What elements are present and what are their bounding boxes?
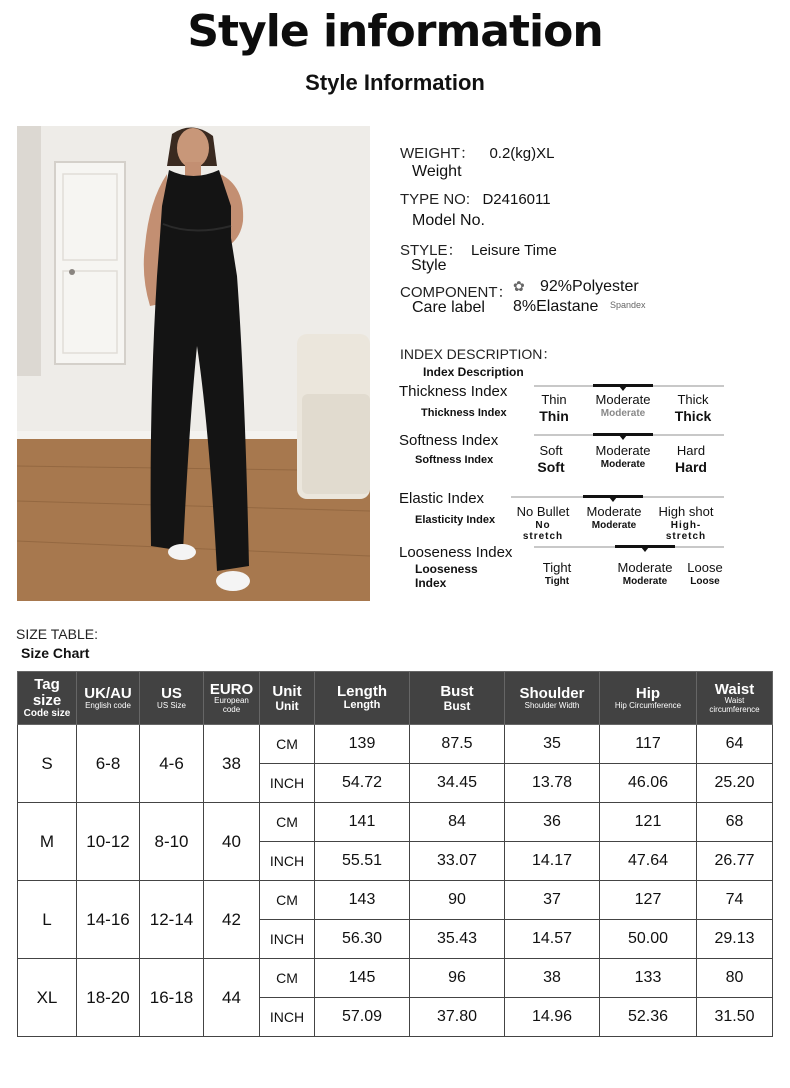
us-cell: 4-6 — [140, 725, 204, 803]
index-option — [518, 393, 590, 424]
index-row — [399, 490, 729, 542]
unit-cell: INCH — [260, 842, 315, 881]
size-table-header — [140, 672, 204, 725]
measure-cell: 64 — [697, 725, 773, 764]
component-value-1: 92%Polyester — [540, 278, 639, 295]
index-option-label: Moderate — [586, 504, 642, 519]
weight-field — [400, 142, 555, 163]
style-value: Leisure Time — [470, 242, 557, 259]
index-selected-marker — [615, 545, 675, 548]
index-row — [399, 544, 729, 596]
index-option — [587, 393, 659, 419]
measure-cell: 36 — [505, 803, 600, 842]
size-table-header — [260, 672, 315, 725]
size-table-label: SIZE TABLE: — [16, 626, 98, 642]
unit-cell: CM — [260, 959, 315, 998]
index-option-sub: No stretch — [522, 519, 564, 543]
type-value: D2416011 — [482, 191, 551, 208]
measure-cell: 87.5 — [410, 725, 505, 764]
index-option — [578, 505, 650, 531]
product-photo — [17, 126, 370, 601]
index-option — [657, 393, 729, 424]
weight-label: WEIGHT： — [400, 145, 475, 162]
header-label: Unit — [272, 682, 302, 700]
component-value-2: 8%Elastane — [513, 298, 599, 315]
measure-cell: 57.09 — [315, 998, 410, 1037]
size-table-header — [77, 672, 140, 725]
index-selected-marker — [593, 384, 653, 387]
measure-cell: 14.17 — [505, 842, 600, 881]
header-label: US — [161, 684, 182, 702]
weight-sub: Weight — [412, 163, 462, 180]
measure-cell: 25.20 — [697, 764, 773, 803]
measure-cell: 38 — [505, 959, 600, 998]
size-table-header — [315, 672, 410, 725]
index-sub-label: Softness Index — [415, 454, 494, 466]
measure-cell: 14.96 — [505, 998, 600, 1037]
index-option — [515, 444, 587, 475]
measure-cell: 31.50 — [697, 998, 773, 1037]
size-cell: L — [18, 881, 77, 959]
header-sub-label: Bust — [443, 698, 471, 713]
measure-cell: 56.30 — [315, 920, 410, 959]
measure-cell: 55.51 — [315, 842, 410, 881]
style-sub: Style — [411, 257, 447, 274]
measure-cell: 80 — [697, 959, 773, 998]
measure-cell: 145 — [315, 959, 410, 998]
size-table — [17, 671, 773, 1037]
type-label: TYPE NO: — [400, 191, 471, 208]
measure-cell: 34.45 — [410, 764, 505, 803]
index-option-sub: Moderate — [622, 575, 668, 587]
page-subtitle: Style Information — [305, 70, 485, 95]
header-sub-label: US Size — [157, 700, 186, 710]
measure-cell: 139 — [315, 725, 410, 764]
measure-cell: 90 — [410, 881, 505, 920]
measure-cell: 54.72 — [315, 764, 410, 803]
index-option-sub: Thin — [539, 407, 569, 424]
measure-cell: 96 — [410, 959, 505, 998]
index-option — [650, 505, 722, 543]
size-cell: S — [18, 725, 77, 803]
header-sub-label: Waist circumference — [709, 696, 760, 714]
measure-cell: 46.06 — [600, 764, 697, 803]
component-label: COMPONENT： — [400, 284, 513, 301]
index-sub: Index Description — [423, 365, 524, 379]
index-sub-label: Elasticity Index — [415, 514, 496, 526]
index-option-label: Moderate — [617, 560, 673, 575]
uk-cell: 10-12 — [77, 803, 140, 881]
component-note: Spandex — [610, 300, 646, 310]
header-sub-label: Shoulder Width — [524, 700, 580, 710]
page-title: Style information — [187, 6, 603, 57]
measure-cell: 74 — [697, 881, 773, 920]
size-table-sub: Size Chart — [21, 645, 90, 661]
measure-cell: 127 — [600, 881, 697, 920]
unit-cell: CM — [260, 725, 315, 764]
index-option-sub: Loose — [690, 575, 720, 587]
index-option-sub: Moderate — [600, 407, 646, 419]
header-label: UK/AU — [84, 684, 132, 702]
header-sub-label: European code — [214, 696, 249, 714]
measure-cell: 121 — [600, 803, 697, 842]
measure-cell: 35.43 — [410, 920, 505, 959]
index-option — [587, 444, 659, 470]
measure-cell: 68 — [697, 803, 773, 842]
index-sub-label: Thickness Index — [421, 407, 507, 419]
style-label: STYLE： — [400, 242, 463, 259]
header-label: Waist — [714, 680, 755, 698]
uk-cell: 18-20 — [77, 959, 140, 1037]
index-option-sub: High-stretch — [665, 519, 707, 543]
header-label: Tag size — [32, 676, 62, 709]
measure-cell: 33.07 — [410, 842, 505, 881]
us-cell: 16-18 — [140, 959, 204, 1037]
uk-cell: 14-16 — [77, 881, 140, 959]
measure-cell: 29.13 — [697, 920, 773, 959]
index-label: INDEX DESCRIPTION： — [400, 346, 557, 362]
index-option — [655, 444, 727, 475]
measure-cell: 37 — [505, 881, 600, 920]
index-option-label: Tight — [542, 560, 572, 575]
index-row — [399, 432, 729, 484]
header-sub-label: English code — [85, 700, 131, 710]
measure-cell: 133 — [600, 959, 697, 998]
us-cell: 12-14 — [140, 881, 204, 959]
uk-cell: 6-8 — [77, 725, 140, 803]
size-cell: XL — [18, 959, 77, 1037]
header-sub-label: Length — [343, 699, 381, 712]
us-cell: 8-10 — [140, 803, 204, 881]
index-option-label: Moderate — [595, 392, 651, 407]
size-table-header — [697, 672, 773, 725]
index-option-label: Thin — [541, 392, 567, 407]
index-name: Elastic Index — [399, 490, 485, 507]
measure-cell: 50.00 — [600, 920, 697, 959]
index-name: Thickness Index — [399, 383, 508, 400]
index-option — [507, 505, 579, 543]
type-sub: Model No. — [412, 212, 485, 229]
header-label: Bust — [440, 682, 474, 700]
index-option-label: Soft — [539, 443, 563, 458]
measure-cell: 37.80 — [410, 998, 505, 1037]
index-selected-marker — [593, 433, 653, 436]
measure-cell: 26.77 — [697, 842, 773, 881]
size-table-header — [505, 672, 600, 725]
size-table-header — [18, 672, 77, 725]
type-field — [400, 191, 551, 209]
component-sub: Care label — [412, 299, 485, 316]
header-label: EURO — [209, 680, 254, 698]
weight-value: 0.2(kg)XL — [489, 145, 555, 162]
index-option — [521, 561, 593, 587]
measure-cell: 117 — [600, 725, 697, 764]
measure-cell: 143 — [315, 881, 410, 920]
table-row — [18, 881, 773, 920]
size-table-header — [410, 672, 505, 725]
table-row — [18, 803, 773, 842]
sparkle-icon: ✿ — [513, 278, 525, 294]
measure-cell: 141 — [315, 803, 410, 842]
index-name: Looseness Index — [399, 544, 513, 561]
unit-cell: CM — [260, 803, 315, 842]
header-sub-label: Code size — [23, 707, 71, 719]
unit-cell: INCH — [260, 764, 315, 803]
index-description — [400, 344, 556, 379]
measure-cell: 52.36 — [600, 998, 697, 1037]
measure-cell: 13.78 — [505, 764, 600, 803]
index-selected-marker — [583, 495, 643, 498]
size-table-header — [204, 672, 260, 725]
header-sub-label: Hip Circumference — [614, 700, 682, 710]
index-option-label: Thick — [677, 392, 709, 407]
index-option-sub: Thick — [674, 407, 712, 424]
table-row — [18, 959, 773, 998]
header-label: Length — [337, 683, 387, 701]
index-option-label: Hard — [676, 443, 706, 458]
index-sub-label: Looseness Index — [415, 562, 478, 590]
measure-cell: 14.57 — [505, 920, 600, 959]
measure-cell: 47.64 — [600, 842, 697, 881]
index-option-sub: Moderate — [591, 519, 637, 531]
size-cell: M — [18, 803, 77, 881]
index-option-label: Loose — [687, 560, 723, 575]
table-row — [18, 725, 773, 764]
index-option-label: High shot — [658, 504, 714, 519]
index-option-label: Moderate — [595, 443, 651, 458]
index-option-sub: Soft — [537, 458, 565, 475]
index-option-sub: Hard — [675, 458, 707, 475]
euro-cell: 42 — [204, 881, 260, 959]
unit-cell: INCH — [260, 998, 315, 1037]
header-label: Hip — [635, 684, 661, 702]
euro-cell: 40 — [204, 803, 260, 881]
index-option-sub: Tight — [544, 575, 570, 587]
unit-cell: INCH — [260, 920, 315, 959]
euro-cell: 44 — [204, 959, 260, 1037]
index-option-label: No Bullet — [516, 504, 570, 519]
measure-cell: 35 — [505, 725, 600, 764]
index-name: Softness Index — [399, 432, 499, 449]
header-label: Shoulder — [519, 684, 585, 702]
index-option — [669, 561, 741, 587]
index-row — [399, 383, 729, 435]
index-option-sub: Moderate — [600, 458, 646, 470]
euro-cell: 38 — [204, 725, 260, 803]
size-table-header — [600, 672, 697, 725]
unit-cell: CM — [260, 881, 315, 920]
header-sub-label: Unit — [275, 698, 299, 713]
measure-cell: 84 — [410, 803, 505, 842]
